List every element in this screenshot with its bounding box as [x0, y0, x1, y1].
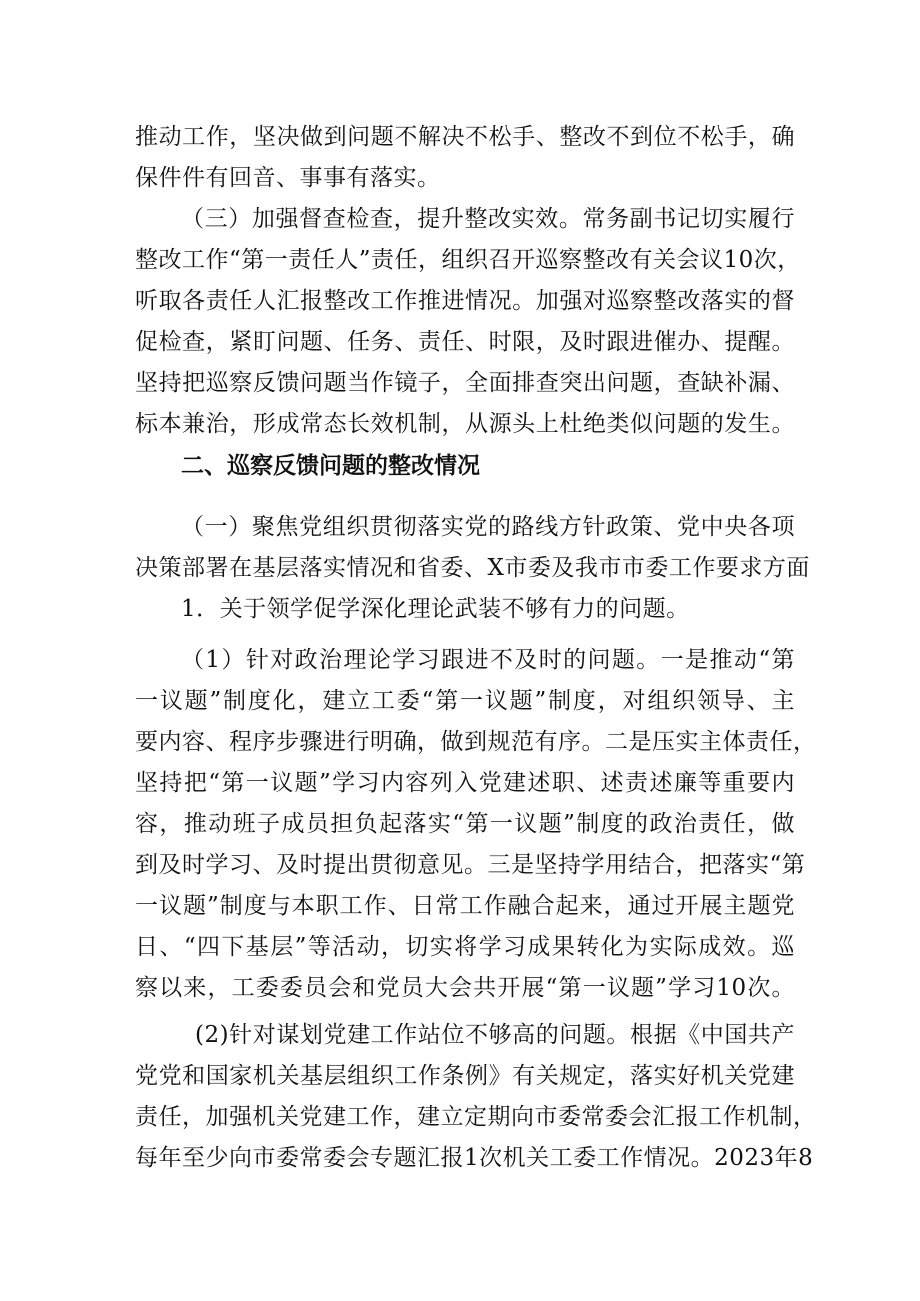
text-line: 察以来，工委委员会和党员大会共开展“第一议题”学习10次。 — [135, 975, 795, 1001]
text-line: 坚持把“第一议题”学习内容列入党建述职、述责述廉等重要内 — [135, 770, 795, 796]
text-line: 保件件有回音、事事有落实。 — [135, 165, 441, 191]
text-line: 坚持把巡察反馈问题当作镜子，全面排查突出问题，查缺补漏、 — [135, 370, 795, 396]
text-line: 整改工作“第一责任人”责任，组织召开巡察整改有关会议10次， — [135, 247, 801, 273]
paragraph-item-1-1 — [135, 640, 817, 1009]
text-line: 一议题”制度与本职工作、日常工作融合起来，通过开展主题党 — [135, 893, 795, 919]
text-line: （一）聚焦党组织贯彻落实党的路线方针政策、党中央各项 — [181, 514, 795, 540]
text-line: 决策部署在基层落实情况和省委、X市委及我市市委工作要求方面 — [135, 555, 810, 581]
section-heading: 二、巡察反馈问题的整改情况 — [181, 453, 480, 479]
paragraph-supervision — [135, 199, 801, 445]
text-line: 每年至少向市委常委会专题汇报1次机关工委工作情况。2023年8 — [135, 1145, 814, 1171]
paragraph-item-1-2 — [135, 1015, 817, 1179]
subsection-heading — [135, 507, 810, 589]
text-line: 推动工作，坚决做到问题不解决不松手、整改不到位不松手，确 — [135, 124, 795, 150]
paragraph-continuation — [135, 117, 795, 199]
text-line: 责任，加强机关党建工作，建立定期向市委常委会汇报工作机制， — [135, 1104, 817, 1130]
text-line: 日、“四下基层”等活动，切实将学习成果转化为实际成效。巡 — [135, 934, 795, 960]
item-title: 1．关于领学促学深化理论武装不够有力的问题。 — [181, 596, 690, 622]
text-line: 听取各责任人汇报整改工作推进情况。加强对巡察整改落实的督 — [135, 288, 795, 314]
text-line: （三）加强督查检查，提升整改实效。常务副书记切实履行 — [181, 206, 795, 232]
text-line: 促检查，紧盯问题、任务、责任、时限，及时跟进催办、提醒。 — [135, 329, 795, 355]
text-line: 到及时学习、及时提出贯彻意见。三是坚持学用结合，把落实“第 — [135, 852, 806, 878]
text-line: (2)针对谋划党建工作站位不够高的问题。根据《中国共产 — [195, 1022, 795, 1048]
text-line: 要内容、程序步骤进行明确，做到规范有序。二是压实主体责任， — [135, 729, 817, 755]
text-line: （1）针对政治理论学习跟进不及时的问题。一是推动“第 — [181, 647, 795, 673]
item-title-block — [135, 589, 795, 630]
text-line: 容，推动班子成员担负起落实“第一议题”制度的政治责任，做 — [135, 811, 795, 837]
section-heading-block — [135, 446, 795, 487]
text-line: 标本兼治，形成常态长效机制，从源头上杜绝类似问题的发生。 — [135, 411, 795, 437]
text-line: 一议题”制度化，建立工委“第一议题”制度，对组织领导、主 — [135, 688, 795, 714]
text-line: 党党和国家机关基层组织工作条例》有关规定，落实好机关党建 — [135, 1063, 795, 1089]
